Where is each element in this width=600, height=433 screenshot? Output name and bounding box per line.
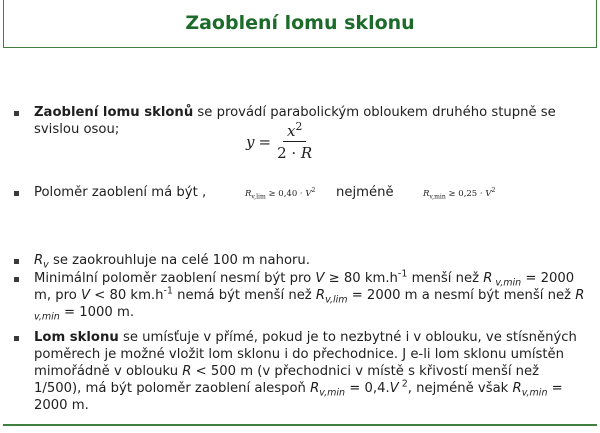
den-var: R xyxy=(300,144,313,162)
bullet-marker xyxy=(14,191,19,196)
text: = 2000 m, pro xyxy=(34,271,575,303)
sub: v,lim xyxy=(251,193,266,201)
sym: R xyxy=(423,189,430,199)
text: menší než xyxy=(407,271,484,286)
exp: 2 xyxy=(398,378,408,390)
formula-parabola xyxy=(246,122,312,162)
sym: R xyxy=(315,288,326,303)
var: V xyxy=(305,189,312,199)
var: V xyxy=(389,381,399,396)
formula-denominator xyxy=(277,142,312,162)
text: = 2000 m a nesmí být menší než xyxy=(347,288,576,303)
formula-rv-min xyxy=(423,189,495,199)
rel: ≥ 0,40 · xyxy=(265,189,306,199)
exp: -1 xyxy=(397,268,408,280)
text: se umísťuje v přímé, pokud je to nezbytné i v oblouku, ve stísněných poměrech je možné vložit lom sklonu i do přechodnice. J e-li lom sklonu umístěn mimořádně v oblouku xyxy=(34,330,577,379)
sub: v,min xyxy=(429,193,446,201)
sub: v,min xyxy=(492,277,522,289)
sub: v,lim xyxy=(325,294,348,306)
text: se provádí parabolickým obloukem druhého stupně se svislou osou; xyxy=(34,105,556,137)
sym: R xyxy=(575,288,585,303)
formula-numerator xyxy=(283,122,306,142)
term-rounding: Zaoblení lomu sklonů xyxy=(34,105,194,120)
var: V xyxy=(315,271,325,286)
term-grade-break: Lom sklonu xyxy=(34,330,119,345)
sub: v,min xyxy=(319,387,346,399)
text: nemá být menší než xyxy=(172,288,316,303)
formula-rv-lim xyxy=(245,189,315,199)
text: , nejméně však xyxy=(407,381,513,396)
sym: R xyxy=(483,271,493,286)
bullet-marker xyxy=(14,111,19,116)
sym: R xyxy=(310,381,320,396)
exp: 2 xyxy=(311,187,316,195)
text: < 80 km.h xyxy=(90,288,164,303)
den-pre: 2 · xyxy=(277,144,301,162)
sym: R xyxy=(34,253,44,268)
text: Poloměr zaoblení má být , xyxy=(34,185,207,200)
num-var: x xyxy=(286,122,296,140)
text: = 2000 m. xyxy=(34,381,563,413)
slide-title: Zaoblení lomu sklonu xyxy=(185,12,415,34)
var: V xyxy=(81,288,91,303)
bullet-marker xyxy=(14,336,19,341)
paragraph-rounding-rv xyxy=(34,252,590,269)
sub: v xyxy=(43,259,49,271)
text: = 0,4. xyxy=(345,381,390,396)
text: nejméně xyxy=(336,185,394,200)
sub: v,min xyxy=(521,387,548,399)
text: se zaokrouhluje na celé 100 m nahoru. xyxy=(48,253,310,268)
sym: R xyxy=(245,189,252,199)
text: Minimální poloměr zaoblení nesmí být pro xyxy=(34,271,316,286)
formula-fraction xyxy=(277,122,312,162)
var: V xyxy=(485,189,492,199)
bullet-marker xyxy=(14,277,19,282)
exp: 2 xyxy=(491,187,496,195)
text: ≥ 80 km.h xyxy=(324,271,398,286)
sub: v,min xyxy=(34,311,60,323)
label-nejmene xyxy=(336,184,416,201)
paragraph-grade-break xyxy=(34,329,590,414)
paragraph-radius xyxy=(34,184,244,201)
formula-lhs: y xyxy=(246,133,255,151)
text: = 1000 m. xyxy=(59,305,135,320)
text: < 500 m (v přechodnici v místě s křivostí menší než 1/500), má být poloměr zaoblení alespoň xyxy=(34,364,540,396)
title-divider xyxy=(3,47,597,48)
num-exp: 2 xyxy=(295,120,303,133)
sym: R xyxy=(512,381,522,396)
rel: ≥ 0,25 · xyxy=(445,189,486,199)
paragraph-minimum-radius xyxy=(34,270,590,321)
bullet-marker xyxy=(14,259,19,264)
exp: -1 xyxy=(163,285,173,297)
bottom-divider xyxy=(3,424,597,426)
var: R xyxy=(182,364,192,379)
formula-eq: = xyxy=(258,133,272,151)
